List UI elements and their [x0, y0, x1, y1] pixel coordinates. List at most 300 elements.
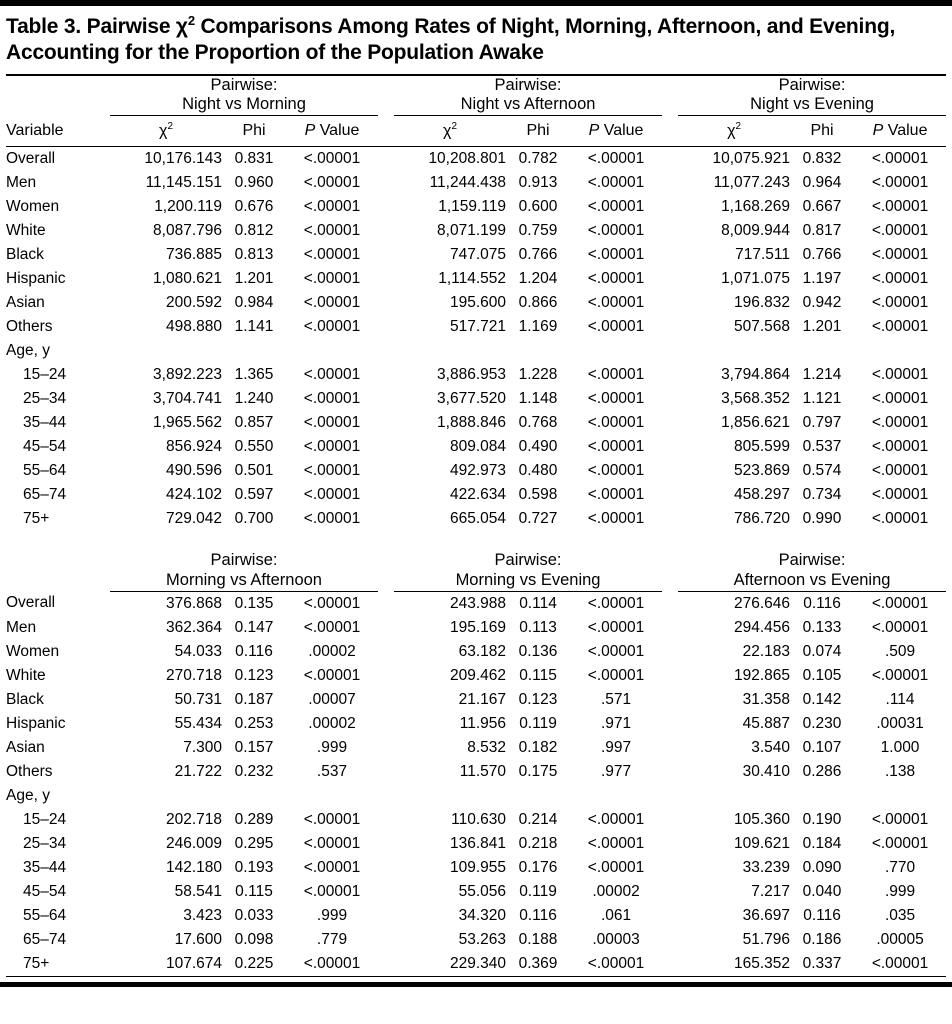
- p-value: <.00001: [587, 246, 645, 264]
- column-gap: [662, 952, 678, 977]
- p-value: <.00001: [587, 222, 645, 240]
- phi-value: 0.866: [518, 294, 558, 312]
- row-label: 75+: [23, 510, 50, 528]
- phi-value: 0.295: [234, 834, 274, 852]
- phi-value: 1.204: [518, 270, 558, 288]
- table-row: [6, 832, 946, 856]
- p-value: <.00001: [587, 150, 645, 168]
- p-value: <.00001: [871, 666, 929, 684]
- phi-value: 0.182: [518, 738, 558, 756]
- group-header-stub: [6, 76, 110, 116]
- table-row: [6, 640, 946, 664]
- group-header-row: [6, 76, 946, 116]
- table-row: [6, 291, 946, 315]
- table-row: [6, 315, 946, 339]
- group-header-line1: Pairwise:: [210, 551, 278, 570]
- p-value: .999: [316, 906, 348, 924]
- phi-value: 1.197: [802, 270, 842, 288]
- phi-value: 0.098: [234, 930, 274, 948]
- row-label: 25–34: [23, 834, 67, 852]
- chi-squared-value: 8,071.199: [437, 222, 507, 240]
- column-gap: [662, 616, 678, 640]
- p-value: <.00001: [303, 414, 361, 432]
- phi-value: 0.115: [235, 882, 273, 900]
- phi-value: 1.141: [234, 318, 274, 336]
- group-header-line2: Night vs Afternoon: [460, 95, 596, 114]
- row-label: White: [6, 666, 46, 684]
- phi-value: 0.147: [234, 618, 274, 636]
- chi-squared-value: 3,568.352: [721, 390, 791, 408]
- p-value: .999: [316, 738, 348, 756]
- column-gap: [662, 219, 678, 243]
- p-value: <.00001: [303, 390, 361, 408]
- table-row: [6, 459, 946, 483]
- group-header: [110, 76, 378, 116]
- row-label: Women: [6, 198, 60, 216]
- chi-squared-value: 736.885: [165, 246, 222, 264]
- chi-squared-value: 507.568: [734, 318, 791, 336]
- p-value: <.00001: [587, 462, 645, 480]
- group-header-stub: [6, 551, 110, 591]
- chi-squared-value: 1,965.562: [153, 414, 222, 432]
- chi-squared-value: 490.596: [165, 462, 222, 480]
- column-gap: [378, 832, 394, 856]
- p-value: <.00001: [871, 954, 929, 972]
- column-gap: [662, 76, 678, 116]
- phi-value: 1.121: [802, 390, 842, 408]
- chi-squared-value: 53.263: [458, 930, 507, 948]
- phi-value: 0.812: [234, 222, 274, 240]
- p-value: <.00001: [871, 486, 929, 504]
- column-gap: [378, 387, 394, 411]
- chi-squared-value: 809.084: [449, 438, 507, 456]
- phi-value: 0.114: [519, 594, 557, 612]
- column-gap: [662, 435, 678, 459]
- table-row: [6, 736, 946, 760]
- p-value: <.00001: [303, 174, 361, 192]
- phi-value: 0.600: [518, 198, 558, 216]
- phi-value: 0.193: [234, 858, 274, 876]
- phi-value: 0.232: [234, 762, 274, 780]
- column-gap: [662, 551, 678, 591]
- p-value: .571: [600, 690, 632, 708]
- chi-squared-value: 11,145.151: [145, 174, 222, 192]
- column-gap: [378, 411, 394, 435]
- chi-squared-value: 805.599: [734, 438, 791, 456]
- column-gap: [378, 952, 394, 977]
- phi-value: 0.116: [235, 642, 273, 660]
- p-value: <.00001: [303, 834, 361, 852]
- column-gap: [662, 363, 678, 387]
- row-label: Hispanic: [6, 714, 66, 732]
- chi-squared-value: 34.320: [458, 906, 507, 924]
- column-gap: [378, 171, 394, 195]
- p-value: .977: [600, 762, 632, 780]
- group-header-line1: Pairwise:: [494, 551, 562, 570]
- row-label: 35–44: [23, 414, 67, 432]
- p-value: <.00001: [587, 270, 645, 288]
- phi-value: 0.119: [519, 882, 557, 900]
- chi-squared-value: 1,888.846: [437, 414, 507, 432]
- phi-value: 0.136: [518, 642, 558, 660]
- phi-value: 0.133: [802, 618, 842, 636]
- chi-squared-value: 22.183: [742, 642, 791, 660]
- p-value: <.00001: [303, 150, 361, 168]
- phi-value: 0.286: [802, 762, 842, 780]
- row-label: Women: [6, 642, 60, 660]
- p-value: <.00001: [303, 510, 361, 528]
- row-label: Hispanic: [6, 270, 66, 288]
- column-gap: [378, 435, 394, 459]
- row-label: Others: [6, 762, 53, 780]
- chi-squared-value: 195.600: [449, 294, 507, 312]
- column-gap: [378, 219, 394, 243]
- p-value: <.00001: [871, 810, 929, 828]
- p-value: <.00001: [303, 318, 361, 336]
- chi-squared-value: 54.033: [174, 642, 222, 660]
- p-value: <.00001: [303, 618, 361, 636]
- phi-value: 0.667: [802, 198, 842, 216]
- table-row: [6, 904, 946, 928]
- chi-squared-value: 10,176.143: [144, 150, 222, 168]
- chi-squared-value: 243.988: [449, 594, 507, 612]
- p-value: <.00001: [871, 510, 929, 528]
- chi-squared-value: 3,677.520: [437, 390, 507, 408]
- chi-squared-value: 1,080.621: [153, 270, 222, 288]
- table-row: [6, 195, 946, 219]
- chi-squared-value: 246.009: [165, 834, 222, 852]
- chi-squared-value: 717.511: [735, 246, 791, 264]
- row-label: 15–24: [23, 810, 67, 828]
- p-value: .997: [600, 738, 632, 756]
- phi-value: 0.984: [234, 294, 274, 312]
- p-value: .00003: [592, 930, 640, 948]
- group-header: [678, 76, 946, 116]
- chi-squared-value: 11,244.438: [429, 174, 507, 192]
- chi-squared-value: 11.570: [459, 762, 507, 780]
- p-value: .00002: [308, 714, 356, 732]
- phi-value: 0.190: [802, 810, 842, 828]
- p-value: .061: [600, 906, 632, 924]
- chi-squared-value: 21.167: [458, 690, 507, 708]
- table-row: [6, 243, 946, 267]
- row-label: 65–74: [23, 486, 67, 504]
- p-value: <.00001: [587, 294, 645, 312]
- chi-squared-value: 10,075.921: [712, 150, 791, 168]
- row-label: 55–64: [23, 462, 67, 480]
- column-gap: [378, 880, 394, 904]
- chi-squared-value: 17.600: [174, 930, 222, 948]
- table-row: [6, 688, 946, 712]
- table-row: [6, 267, 946, 291]
- table-row: [6, 664, 946, 688]
- row-label: Black: [6, 690, 44, 708]
- phi-value: 0.766: [518, 246, 558, 264]
- column-gap: [378, 315, 394, 339]
- column-gap: [662, 195, 678, 219]
- table-row: [6, 591, 946, 616]
- chi-squared-value: 747.075: [449, 246, 507, 264]
- chi-squared-value: 517.721: [449, 318, 507, 336]
- p-value-header: P Value: [570, 116, 662, 147]
- phi-value: 0.766: [802, 246, 842, 264]
- phi-value: 0.597: [234, 486, 274, 504]
- phi-value: 0.090: [802, 858, 842, 876]
- row-label: Men: [6, 174, 37, 192]
- phi-value: 0.188: [518, 930, 558, 948]
- column-gap: [378, 664, 394, 688]
- chi-squared-value: 665.054: [449, 510, 507, 528]
- table-row: [6, 363, 946, 387]
- group-header-line2: Afternoon vs Evening: [733, 570, 891, 589]
- phi-value: 0.116: [519, 906, 557, 924]
- column-gap: [378, 483, 394, 507]
- phi-value: 0.214: [518, 810, 558, 828]
- chi-squared-value: 209.462: [449, 666, 507, 684]
- group-header: [110, 551, 378, 591]
- p-value: <.00001: [303, 438, 361, 456]
- p-value: .537: [316, 762, 348, 780]
- p-value: <.00001: [303, 810, 361, 828]
- phi-value: 0.113: [519, 618, 557, 636]
- table-row: [6, 952, 946, 977]
- chi-squared-value: 33.239: [742, 858, 791, 876]
- phi-value: 0.490: [518, 438, 558, 456]
- p-value: .770: [884, 858, 916, 876]
- p-value: <.00001: [303, 594, 361, 612]
- p-value: <.00001: [871, 462, 929, 480]
- column-gap: [662, 688, 678, 712]
- row-label: Overall: [6, 594, 56, 612]
- column-gap: [662, 591, 678, 616]
- p-value: <.00001: [303, 954, 361, 972]
- p-value: 1.000: [880, 738, 920, 756]
- stats-table: [6, 76, 946, 977]
- p-value: <.00001: [871, 270, 929, 288]
- chi-squared-header: $\chi^2$: [394, 116, 506, 147]
- row-label: Men: [6, 618, 37, 636]
- phi-value: 0.727: [518, 510, 558, 528]
- p-value: <.00001: [871, 618, 929, 636]
- category-label-row: [6, 784, 946, 808]
- phi-value: 0.225: [234, 954, 274, 972]
- column-gap: [662, 808, 678, 832]
- p-value: <.00001: [871, 414, 929, 432]
- phi-value: 0.115: [519, 666, 557, 684]
- column-gap: [378, 243, 394, 267]
- chi-squared-value: 58.541: [174, 882, 222, 900]
- column-gap: [378, 507, 394, 531]
- chi-squared-value: 3.540: [751, 738, 791, 756]
- p-value: <.00001: [303, 246, 361, 264]
- phi-value: 0.734: [802, 486, 842, 504]
- p-value-header: P Value: [286, 116, 378, 147]
- category-label-row: [6, 339, 946, 363]
- chi-squared-value: 276.646: [734, 594, 791, 612]
- p-value: <.00001: [871, 198, 929, 216]
- column-gap: [662, 880, 678, 904]
- phi-value: 0.782: [518, 150, 558, 168]
- chi-squared-value: 523.869: [734, 462, 791, 480]
- chi-squared-value: 45.887: [742, 714, 791, 732]
- chi-squared-value: 1,200.119: [154, 198, 222, 216]
- row-label: 65–74: [23, 930, 67, 948]
- column-gap: [378, 640, 394, 664]
- phi-value: 0.176: [518, 858, 558, 876]
- column-gap: [662, 928, 678, 952]
- row-label: Asian: [6, 294, 45, 312]
- p-value: <.00001: [303, 198, 361, 216]
- p-value: .971: [600, 714, 632, 732]
- row-label: 25–34: [23, 390, 67, 408]
- row-label: 75+: [23, 954, 50, 972]
- column-gap: [662, 832, 678, 856]
- chi-squared-value: 3.423: [183, 906, 222, 924]
- p-value-header: P Value: [854, 116, 946, 147]
- p-value: .138: [884, 762, 916, 780]
- phi-value: 0.142: [802, 690, 842, 708]
- table-row: [6, 147, 946, 172]
- chi-squared-value: 376.868: [165, 594, 222, 612]
- p-value: <.00001: [303, 666, 361, 684]
- chi-squared-value: 422.634: [449, 486, 507, 504]
- table-row: [6, 880, 946, 904]
- column-gap: [662, 483, 678, 507]
- phi-value: 0.289: [234, 810, 274, 828]
- chi-squared-value: 136.841: [449, 834, 507, 852]
- row-label: Asian: [6, 738, 45, 756]
- row-label: Black: [6, 246, 44, 264]
- phi-value: 0.186: [802, 930, 842, 948]
- phi-value: 0.123: [234, 666, 274, 684]
- phi-value: 1.201: [802, 318, 842, 336]
- p-value: <.00001: [587, 318, 645, 336]
- group-header-line2: Morning vs Evening: [455, 570, 601, 589]
- chi-squared-value: 1,159.119: [438, 198, 507, 216]
- chi-squared-value: 55.056: [458, 882, 507, 900]
- p-value: <.00001: [587, 414, 645, 432]
- chi-squared-value: 200.592: [165, 294, 222, 312]
- p-value: <.00001: [303, 294, 361, 312]
- phi-value: 0.700: [234, 510, 274, 528]
- p-value: <.00001: [587, 438, 645, 456]
- column-gap: [378, 291, 394, 315]
- column-gap: [378, 147, 394, 172]
- chi-squared-value: 8,009.944: [721, 222, 791, 240]
- chi-squared-value: 195.169: [449, 618, 507, 636]
- phi-value: 0.813: [234, 246, 274, 264]
- section-spacer: [6, 531, 946, 551]
- chi-squared-value: 11.956: [459, 714, 507, 732]
- row-label: 35–44: [23, 858, 67, 876]
- column-gap: [378, 459, 394, 483]
- chi-squared-value: 1,071.075: [721, 270, 791, 288]
- phi-value: 1.365: [234, 366, 274, 384]
- column-gap: [662, 507, 678, 531]
- column-gap: [662, 147, 678, 172]
- p-value: <.00001: [303, 462, 361, 480]
- p-value: <.00001: [587, 858, 645, 876]
- phi-value: 1.169: [518, 318, 558, 336]
- phi-value: 0.574: [802, 462, 842, 480]
- phi-value: 0.157: [234, 738, 274, 756]
- column-gap: [378, 267, 394, 291]
- group-header-line1: Pairwise:: [778, 75, 846, 94]
- p-value: <.00001: [303, 858, 361, 876]
- row-label: 45–54: [23, 882, 67, 900]
- chi-squared-value: 270.718: [165, 666, 222, 684]
- table-title-prefix: Table 3. Pairwise χ: [6, 15, 188, 38]
- group-header-line1: Pairwise:: [210, 75, 278, 94]
- phi-value: 0.759: [518, 222, 558, 240]
- column-gap: [378, 856, 394, 880]
- p-value: <.00001: [871, 294, 929, 312]
- p-value: <.00001: [303, 486, 361, 504]
- chi-squared-value: 105.360: [734, 810, 791, 828]
- chi-squared-value: 7.300: [183, 738, 222, 756]
- p-value: <.00001: [871, 222, 929, 240]
- column-gap: [662, 171, 678, 195]
- table-row: [6, 435, 946, 459]
- column-gap: [378, 904, 394, 928]
- table-row: [6, 411, 946, 435]
- p-value: <.00001: [587, 510, 645, 528]
- phi-value: 0.040: [802, 882, 842, 900]
- row-label: 45–54: [23, 438, 67, 456]
- chi-squared-value: 3,892.223: [153, 366, 222, 384]
- chi-squared-value: 8,087.796: [153, 222, 222, 240]
- chi-squared-value: 3,704.741: [153, 390, 222, 408]
- chi-squared-value: 63.182: [458, 642, 507, 660]
- p-value: <.00001: [587, 810, 645, 828]
- group-header-line1: Pairwise:: [494, 75, 562, 94]
- phi-value: 0.964: [802, 174, 842, 192]
- column-gap: [662, 411, 678, 435]
- phi-value: 0.990: [802, 510, 842, 528]
- column-gap: [378, 928, 394, 952]
- column-gap: [378, 591, 394, 616]
- p-value: <.00001: [303, 366, 361, 384]
- variable-header: Variable: [6, 116, 110, 147]
- p-value: .00031: [876, 714, 924, 732]
- p-value: <.00001: [587, 366, 645, 384]
- phi-value: 0.537: [802, 438, 842, 456]
- table-row: [6, 808, 946, 832]
- phi-value: 1.201: [234, 270, 274, 288]
- phi-value: 0.598: [518, 486, 558, 504]
- column-gap: [378, 688, 394, 712]
- p-value: <.00001: [587, 198, 645, 216]
- chi-squared-value: 55.434: [174, 714, 222, 732]
- phi-value: 0.123: [518, 690, 558, 708]
- p-value: .509: [884, 642, 916, 660]
- p-value: <.00001: [871, 834, 929, 852]
- column-gap: [378, 808, 394, 832]
- table-row: [6, 507, 946, 531]
- chi-squared-value: 107.674: [165, 954, 222, 972]
- p-value: .00007: [308, 690, 356, 708]
- spacer-cell: [6, 531, 946, 551]
- table-title: [6, 6, 946, 76]
- column-gap: [378, 760, 394, 784]
- p-value: <.00001: [871, 390, 929, 408]
- p-value: .999: [884, 882, 916, 900]
- column-gap: [662, 315, 678, 339]
- chi-squared-value: 458.297: [734, 486, 791, 504]
- column-gap: [662, 387, 678, 411]
- column-gap: [662, 243, 678, 267]
- chi-squared-value: 8.532: [467, 738, 507, 756]
